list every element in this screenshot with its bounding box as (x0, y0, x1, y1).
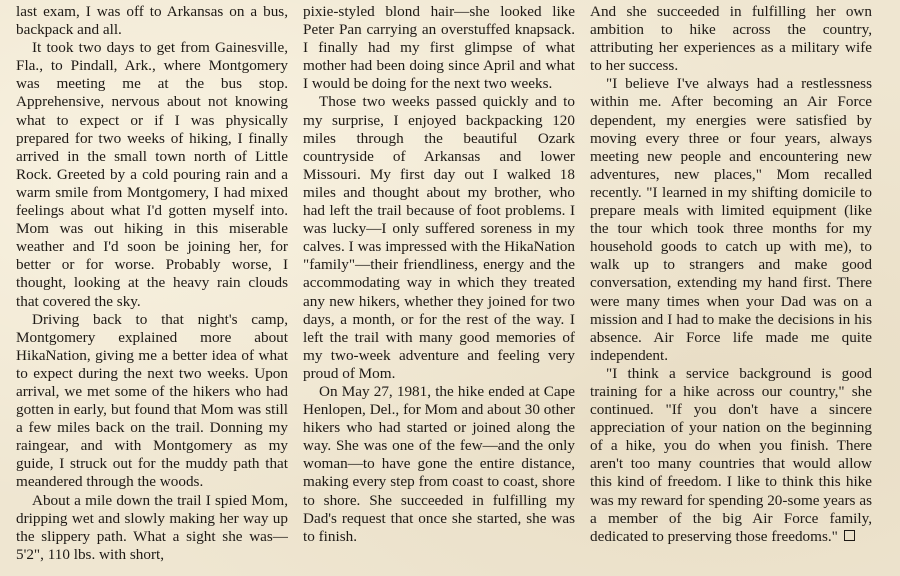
text-column-3 (590, 0, 872, 576)
paragraph: pixie-styled blond hair—she looked like Peter Pan carrying an overstuffed knapsack. I finally had my first glimpse of what mother had been doing since April and what I would be doing for the next two weeks. (303, 3, 575, 93)
paragraph: And she succeeded in fulfilling her own ambition to hike across the country, attributing her experiences as a military wife to her success. (590, 3, 872, 75)
paragraph: About a mile down the trail I spied Mom, dripping wet and slowly making her way up the slippery path. What a sight she was—5'2", 110 lbs. with short, (16, 491, 288, 563)
text-column-2 (303, 0, 575, 576)
paragraph: Driving back to that night's camp, Montgomery explained more about HikaNation, giving me a better idea of what to expect during the next two weeks. Upon arrival, we met some of the hikers who had gotten in early, but found that Mom was still a few miles back on the trail. Donning my raingear, and with Montgomery as my guide, I struck out for the muddy path that meandered through the woods. (16, 310, 288, 491)
paragraph-text: "I think a service background is good training for a hike across our country," she continued. "If you don't have a sincere appreciation of your nation on the beginning of a hike, you do when you finish. There aren't too many countries that would allow this kind of freedom. I like to think this hike was my reward for spending 20-some years as a member of the big Air Force family, dedicated to preserving those freedoms." (590, 364, 872, 545)
paragraph: It took two days to get from Gainesville, Fla., to Pindall, Ark., where Montgomery was meeting me at the bus stop. Apprehensive, nervous about not knowing what to expect or if I was physically prepared for two weeks of hiking, I finally arrived in the small town north of Little Rock. Greeted by a cold pouring rain and a warm smile from Montgomery, I had mixed feelings about what I'd gotten myself into. Mom was out hiking in this miserable weather and I'd soon be joining her, for better or for worse. Probably worse, I thought, looking at the heavy rain clouds that covered the sky. (16, 39, 288, 310)
paragraph: last exam, I was off to Arkansas on a bus, backpack and all. (16, 3, 288, 39)
paragraph: "I believe I've always had a restlessness within me. After becoming an Air Force dependent, my energies were satisfied by moving every three or four years, always meeting new people and encountering new adventures, new places," Mom recalled recently. "I learned in my shifting domicile to prepare meals with limited equipment (like the tour which took three months for my household goods to catch up with me), to walk up to strangers and make good conversation, extending my hand first. There were many times when your Dad was on a mission and I had to make the decisions in his absence. Air Force life made me quite independent. (590, 75, 872, 364)
paragraph: On May 27, 1981, the hike ended at Cape Henlopen, Del., for Mom and about 30 other hikers who had started or joined along the way. She was one of the few—and the only woman—to have gone the entire distance, making every step from coast to coast, shore to shore. She succeeded in fulfilling my Dad's request that once she started, she was to finish. (303, 382, 575, 545)
end-of-article-mark (844, 530, 855, 541)
text-column-1 (16, 0, 288, 576)
paragraph: Those two weeks passed quickly and to my surprise, I enjoyed backpacking 120 miles through the beautiful Ozark countryside of Arkansas and lower Missouri. My first day out I walked 18 miles and thought about my brother, who had left the trail because of foot problems. I was lucky—I only suffered soreness in my calves. I was impressed with the HikaNation "family"—their friendliness, energy and the accommodating way in which they treated any new hikers, whether they joined for two days, a month, or for the rest of the way. I left the trail with many good memories of my two-week adventure and feeling very proud of Mom. (303, 93, 575, 382)
paragraph (590, 365, 872, 546)
